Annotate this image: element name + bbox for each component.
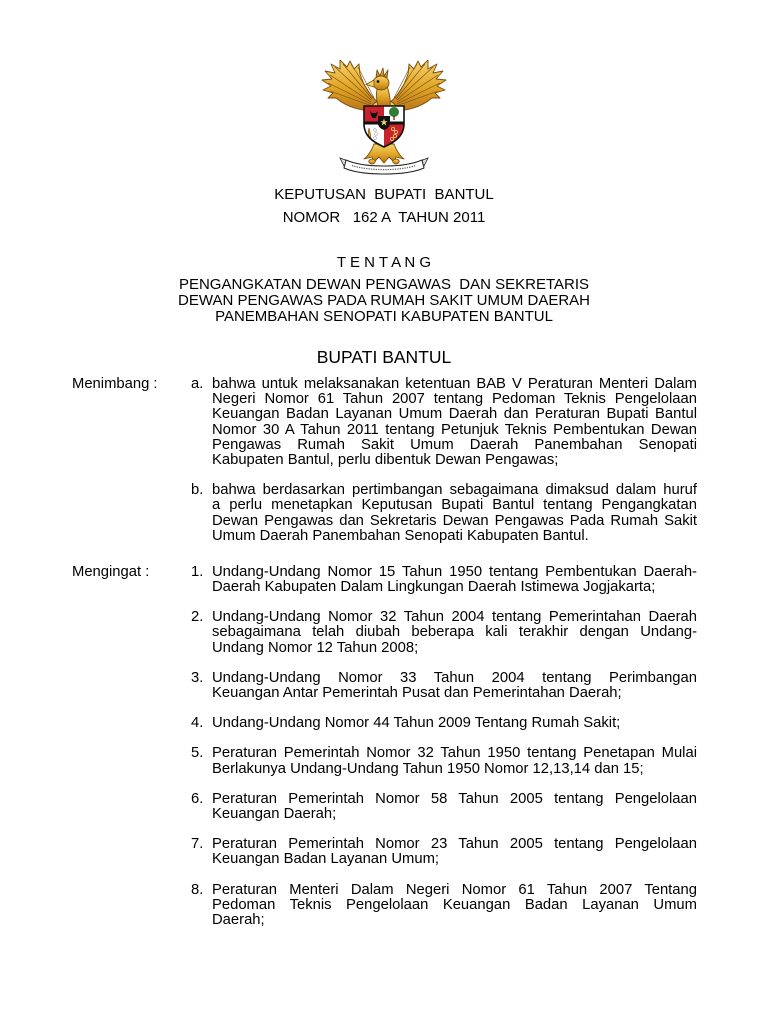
text-line: Undang-Undang Nomor 15 Tahun 1950 tentang Pembentukan Daerah-: [212, 564, 697, 580]
wing-right: [390, 60, 446, 111]
decree-header: [0, 187, 768, 367]
item-text: [212, 565, 697, 595]
item-marker: 3.: [191, 669, 204, 686]
text-line: Peraturan Pemerintah Nomor 32 Tahun 1950 tentang Penetapan Mulai: [212, 746, 697, 762]
text-line: Undang Nomor 12 Tahun 2008;: [212, 640, 419, 656]
item-marker: 8.: [191, 881, 204, 898]
subject-line: DEWAN PENGAWAS PADA RUMAH SAKIT UMUM DAERAH: [178, 292, 590, 309]
text-line: Daerah Kabupaten Dalam Lingkungan Daerah Istimewa Jogjakarta;: [212, 580, 656, 596]
recalling-item-3: [191, 671, 697, 701]
considering-item-b: [191, 483, 697, 544]
recalling-item-4: [191, 716, 697, 731]
recalling-item-5: [191, 746, 697, 776]
decree-body: [72, 377, 697, 928]
considering-items: [191, 377, 697, 544]
text-line: bahwa untuk melaksanakan ketentuan BAB V Peraturan Menteri Dalam: [212, 377, 697, 392]
shield: [364, 106, 404, 147]
text-line: bahwa berdasarkan pertimbangan sebagaimana dimaksud dalam huruf: [212, 483, 697, 499]
item-text: [212, 377, 697, 468]
item-text: [212, 837, 697, 867]
text-line: Kabupaten Bantul, perlu dibentuk Dewan Pengawas;: [212, 452, 559, 468]
recalling-item-8: [191, 883, 697, 929]
item-text: [212, 716, 697, 731]
text-line: Undang-Undang Nomor 33 Tahun 2004 tentang Perimbangan: [212, 670, 697, 686]
recalling-item-1: [191, 565, 697, 595]
text-line: Keuangan Badan Layanan Umum;: [212, 852, 440, 868]
recalling-item-6: [191, 792, 697, 822]
decree-number: NOMOR 162 A TAHUN 2011: [282, 209, 486, 226]
text-line: sebagaimana telah diubah beberapa kali terakhir dengan Undang-: [212, 625, 697, 641]
item-text: [212, 483, 697, 544]
text-line: Pengawas Rumah Sakit Umum Daerah Panembahan Senopati: [212, 437, 697, 453]
text-line: Keuangan Daerah;: [212, 806, 337, 822]
text-line: Pedoman Teknis Pengelolaan Keuangan Badan Layanan Umum: [212, 897, 697, 913]
item-marker: 6.: [191, 790, 204, 807]
item-text: [212, 671, 697, 701]
item-marker: 4.: [191, 715, 204, 732]
text-line: Daerah;: [212, 912, 265, 928]
text-line: Dewan Pengawas dan Sekretaris Dewan Pengawas Pada Rumah Sakit: [212, 513, 697, 529]
recalling-items: [191, 565, 697, 928]
issuer-title: BUPATI BANTUL: [316, 347, 452, 367]
text-line: Umum Daerah Panembahan Senopati Kabupaten Bantul.: [212, 528, 589, 544]
item-text: [212, 792, 697, 822]
item-marker: 5.: [191, 745, 204, 762]
item-text: [212, 883, 697, 929]
item-marker: 1.: [191, 563, 204, 580]
about-label: T E N T A N G: [336, 254, 432, 271]
decree-title: KEPUTUSAN BUPATI BANTUL: [274, 186, 494, 203]
garuda-pancasila-emblem: [320, 60, 448, 176]
text-line: Keuangan Antar Pemerintah Pusat dan Pemerintahan Daerah;: [212, 686, 622, 701]
recalling-item-2: [191, 610, 697, 656]
considering-item-a: [191, 377, 697, 468]
considering-section: [72, 377, 697, 544]
recalling-label: Mengingat :: [72, 563, 150, 580]
text-line: Nomor 30 A Tahun 2011 tentang Petunjuk Teknis Pembentukan Dewan: [212, 422, 697, 438]
item-marker: b.: [191, 482, 204, 499]
text-line: Keuangan Badan Layanan Umum Daerah dan Peraturan Bupati Bantul: [212, 407, 697, 423]
subject-line: PENGANGKATAN DEWAN PENGAWAS DAN SEKRETARIS: [178, 276, 590, 293]
text-line: Peraturan Pemerintah Nomor 58 Tahun 2005 tentang Pengelolaan: [212, 791, 697, 807]
text-line: Berlakunya Undang-Undang Tahun 1950 Nomor 12,13,14 dan 15;: [212, 761, 644, 777]
recalling-section: [72, 565, 697, 928]
text-line: a perlu menetapkan Keputusan Bupati Bantul tentang Pengangkatan: [212, 498, 697, 514]
item-marker: 7.: [191, 836, 204, 853]
item-text: [212, 746, 697, 776]
text-line: Undang-Undang Nomor 44 Tahun 2009 Tentang Rumah Sakit;: [212, 716, 621, 732]
text-line: Peraturan Menteri Dalam Negeri Nomor 61 Tahun 2007 Tentang: [212, 882, 697, 898]
item-text: [212, 610, 697, 656]
text-line: Peraturan Pemerintah Nomor 23 Tahun 2005 tentang Pengelolaan: [212, 837, 697, 853]
text-line: Negeri Nomor 61 Tahun 2007 tentang Pedoman Teknis Pengelolaan: [212, 392, 697, 408]
item-marker: 2.: [191, 609, 204, 626]
subject-line: PANEMBAHAN SENOPATI KABUPATEN BANTUL: [215, 308, 553, 325]
text-line: Undang-Undang Nomor 32 Tahun 2004 tentang Pemerintahan Daerah: [212, 610, 697, 626]
considering-label: Menimbang :: [72, 376, 158, 392]
recalling-item-7: [191, 837, 697, 867]
item-marker: a.: [191, 376, 204, 392]
